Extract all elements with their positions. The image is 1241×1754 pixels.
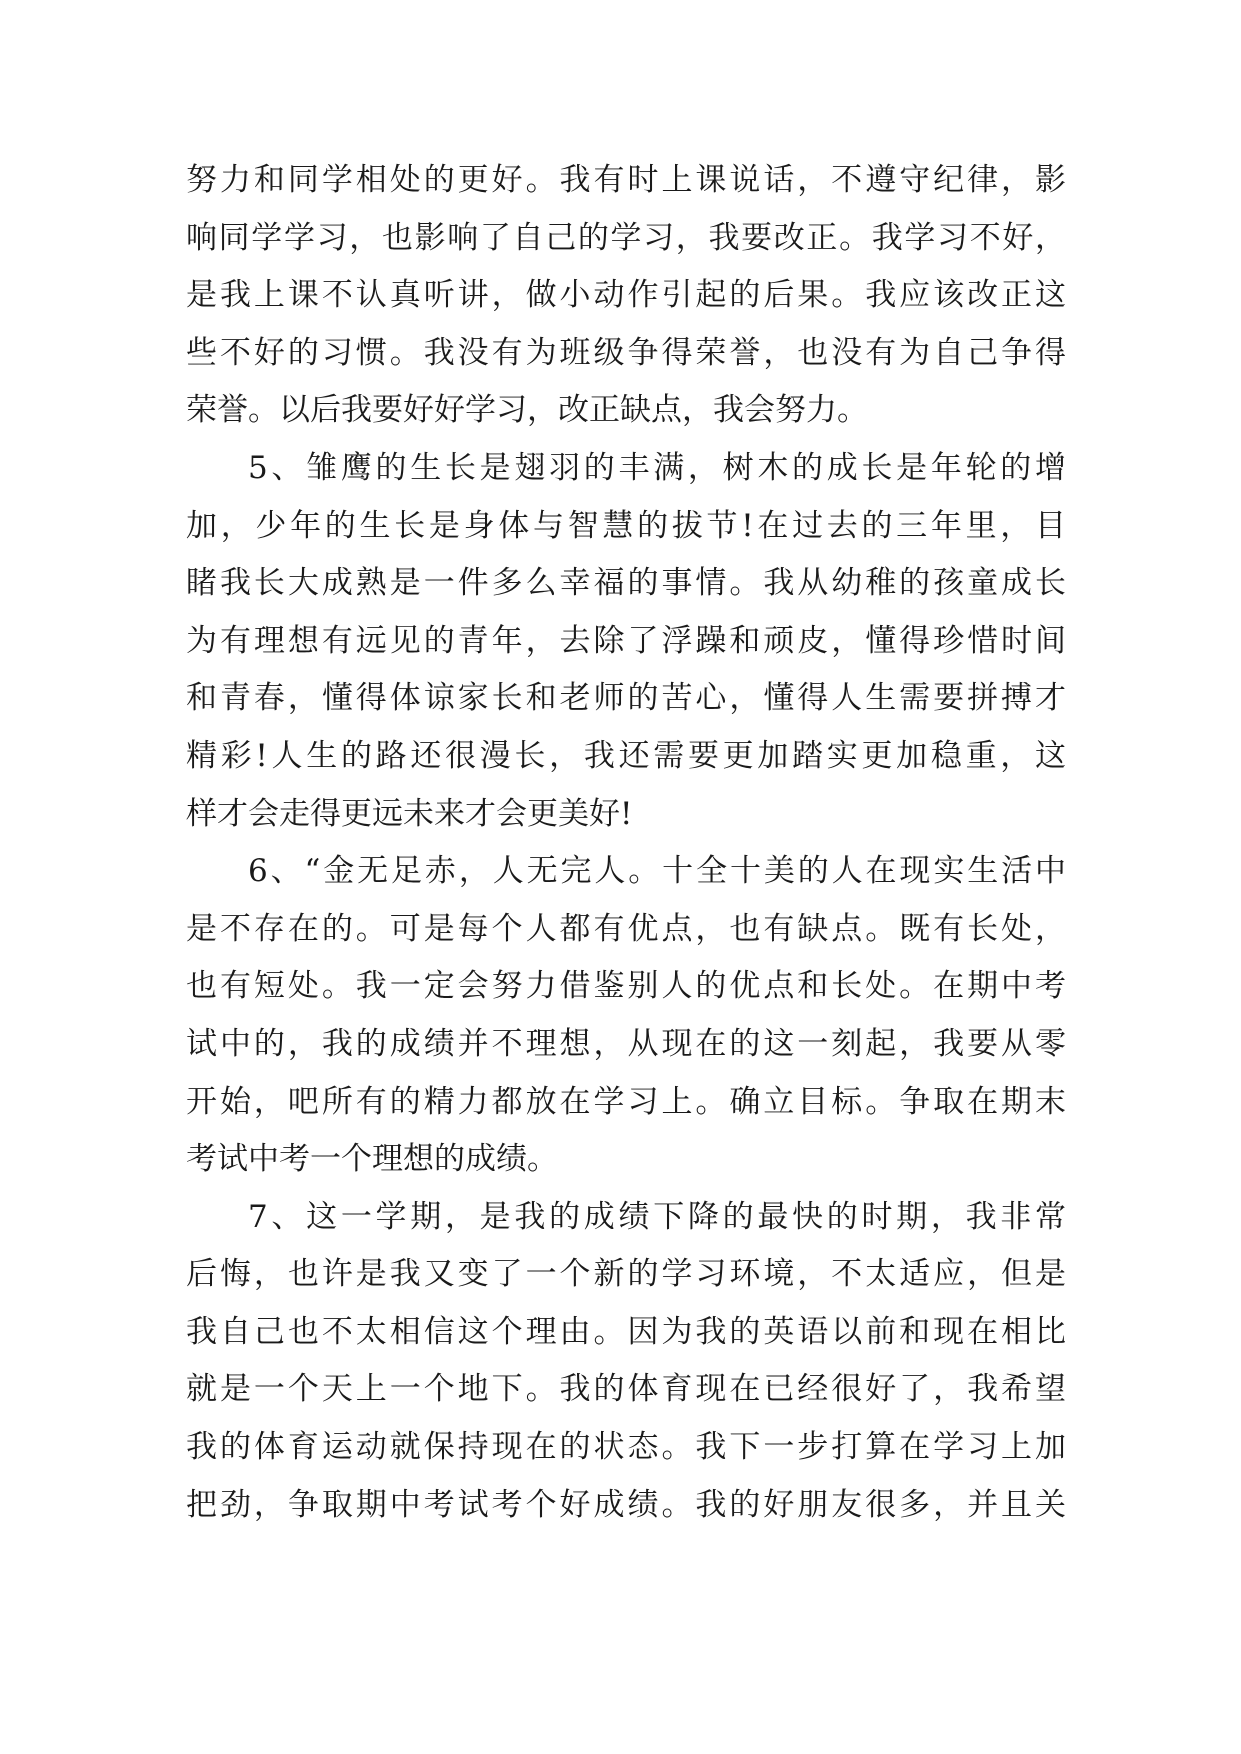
- text-line: 睹我长大成熟是一件多么幸福的事情。我从幼稚的孩童成长: [186, 565, 1066, 602]
- text-line: 试中的，我的成绩并不理想，从现在的这一刻起，我要从零: [186, 1025, 1066, 1062]
- text-line: 就是一个天上一个地下。我的体育现在已经很好了，我希望: [186, 1371, 1066, 1408]
- text-line: 后悔，也许是我又变了一个新的学习环境，不太适应，但是: [186, 1256, 1066, 1293]
- text-line: 荣誉。以后我要好好学习，改正缺点，我会努力。: [186, 392, 868, 429]
- text-line: 响同学学习，也影响了自己的学习，我要改正。我学习不好，: [186, 219, 1066, 256]
- paragraph-6-first-line: 6、“金无足赤，人无完人。十全十美的人在现实生活中: [248, 853, 1066, 890]
- text-line: 些不好的习惯。我没有为班级争得荣誉，也没有为自己争得: [186, 334, 1066, 371]
- text-line: 开始，吧所有的精力都放在学习上。确立目标。争取在期末: [186, 1083, 1066, 1120]
- text-line: 和青春，懂得体谅家长和老师的苦心，懂得人生需要拼搏才: [186, 680, 1066, 717]
- document-body: [186, 152, 1066, 1534]
- text-line: 是不存在的。可是每个人都有优点，也有缺点。既有长处，: [186, 910, 1066, 947]
- text-line: 努力和同学相处的更好。我有时上课说话，不遵守纪律，影: [186, 162, 1066, 198]
- paragraph-5-first-line: 5、雏鹰的生长是翅羽的丰满，树木的成长是年轮的增: [248, 449, 1066, 486]
- text-line: 精彩!人生的路还很漫长，我还需要更加踏实更加稳重，这: [186, 737, 1066, 774]
- text-line: 加，少年的生长是身体与智慧的拔节!在过去的三年里，目: [186, 507, 1066, 544]
- text-line: 把劲，争取期中考试考个好成绩。我的好朋友很多，并且关: [186, 1486, 1066, 1523]
- text-line: 考试中考一个理想的成绩。: [186, 1141, 558, 1178]
- text-line: 为有理想有远见的青年，去除了浮躁和顽皮，懂得珍惜时间: [186, 622, 1066, 659]
- text-line: 我自己也不太相信这个理由。因为我的英语以前和现在相比: [186, 1313, 1066, 1350]
- text-line: 我的体育运动就保持现在的状态。我下一步打算在学习上加: [186, 1429, 1066, 1466]
- paragraph-7-first-line: 7、这一学期，是我的成绩下降的最快的时期，我非常: [248, 1198, 1066, 1235]
- text-line: 也有短处。我一定会努力借鉴别人的优点和长处。在期中考: [186, 968, 1066, 1005]
- text-line: 是我上课不认真听讲，做小动作引起的后果。我应该改正这: [186, 277, 1066, 314]
- text-line: 样才会走得更远未来才会更美好!: [186, 795, 633, 832]
